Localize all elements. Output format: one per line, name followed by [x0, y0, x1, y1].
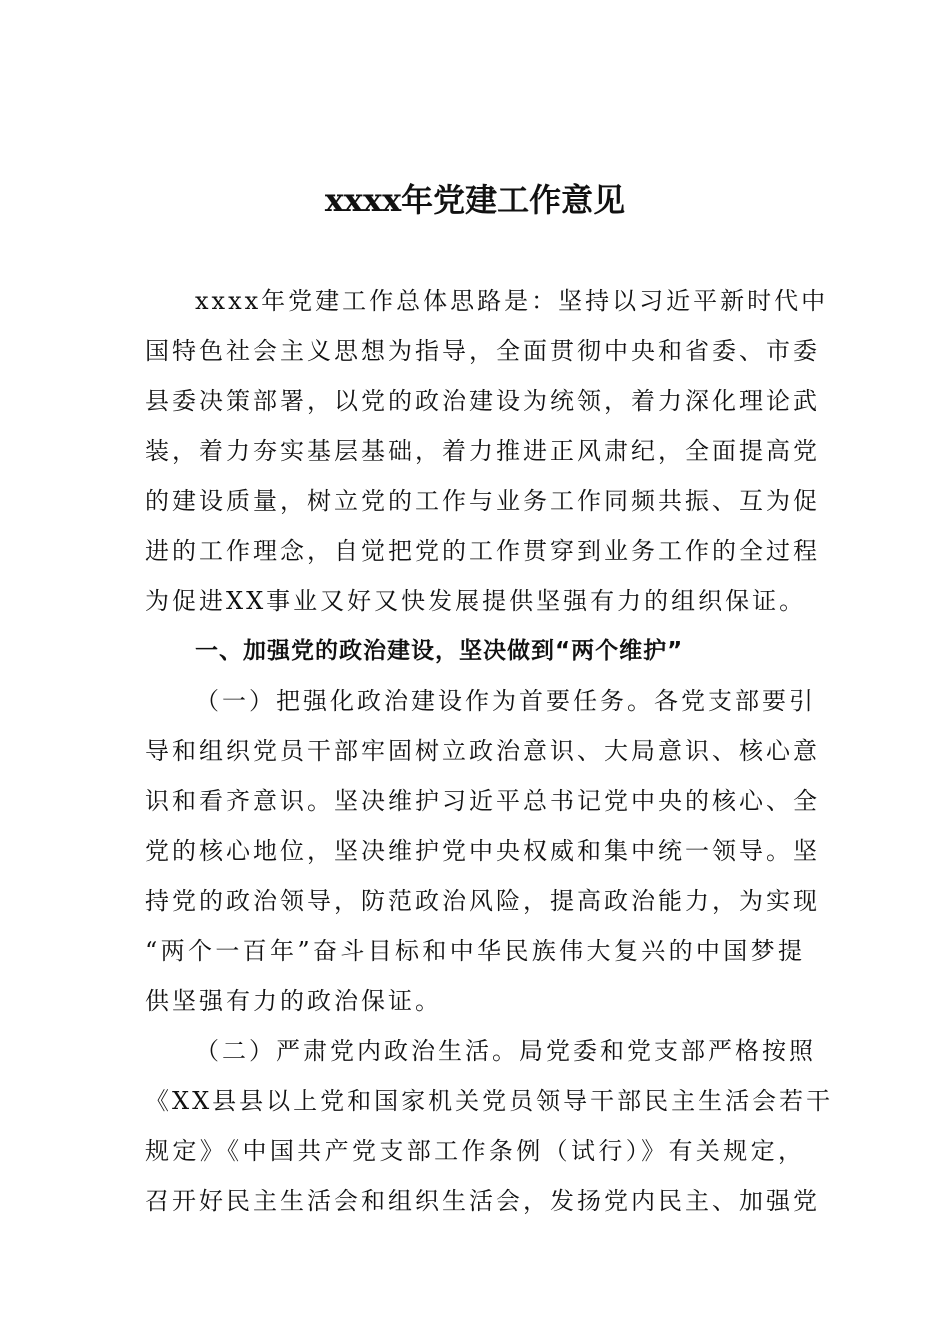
- paragraph-line: “两个一百年”奋斗目标和中华民族伟大复兴的中国梦提: [145, 937, 805, 965]
- paragraph-line: 召开好民主生活会和组织生活会，发扬党内民主、加强党: [145, 1187, 820, 1215]
- document-body: [145, 276, 834, 1226]
- paragraph-line: （一）把强化政治建设作为首要任务。各党支部要引: [195, 687, 816, 715]
- paragraph-line: （二）严肃党内政治生活。局党委和党支部严格按照: [195, 1037, 816, 1065]
- paragraph-line: 供坚强有力的政治保证。: [145, 987, 442, 1015]
- section-heading: 一、加强党的政治建设，坚决做到“两个维护”: [195, 638, 684, 664]
- paragraph-line: 国特色社会主义思想为指导，全面贯彻中央和省委、市委: [145, 337, 820, 365]
- paragraph-line: 规定》《中国共产党支部工作条例（试行）》有关规定，: [145, 1137, 805, 1165]
- paragraph-line: 县委决策部署，以党的政治建设为统领，着力深化理论武: [145, 387, 820, 415]
- paragraph-line: 进的工作理念，自觉把党的工作贯穿到业务工作的全过程: [145, 537, 820, 565]
- paragraph-line: 导和组织党员干部牢固树立政治意识、大局意识、核心意: [145, 737, 820, 765]
- paragraph-line: 为促进XX事业又好又快发展提供坚强有力的组织保证。: [145, 587, 807, 615]
- paragraph-line: 装，着力夯实基层基础，着力推进正风肃纪，全面提高党: [145, 437, 820, 465]
- paragraph-line: 识和看齐意识。坚决维护习近平总书记党中央的核心、全: [145, 787, 820, 815]
- document-title: xxxx年党建工作意见: [324, 181, 626, 219]
- paragraph-line: 《XX县县以上党和国家机关党员领导干部民主生活会若干: [145, 1087, 834, 1115]
- paragraph-line: 的建设质量，树立党的工作与业务工作同频共振、互为促: [145, 487, 820, 515]
- paragraph-line: xxxx年党建工作总体思路是：坚持以习近平新时代中: [195, 287, 829, 315]
- paragraph-line: 持党的政治领导，防范政治风险，提高政治能力，为实现: [145, 887, 820, 915]
- paragraph-line: 党的核心地位，坚决维护党中央权威和集中统一领导。坚: [145, 837, 820, 865]
